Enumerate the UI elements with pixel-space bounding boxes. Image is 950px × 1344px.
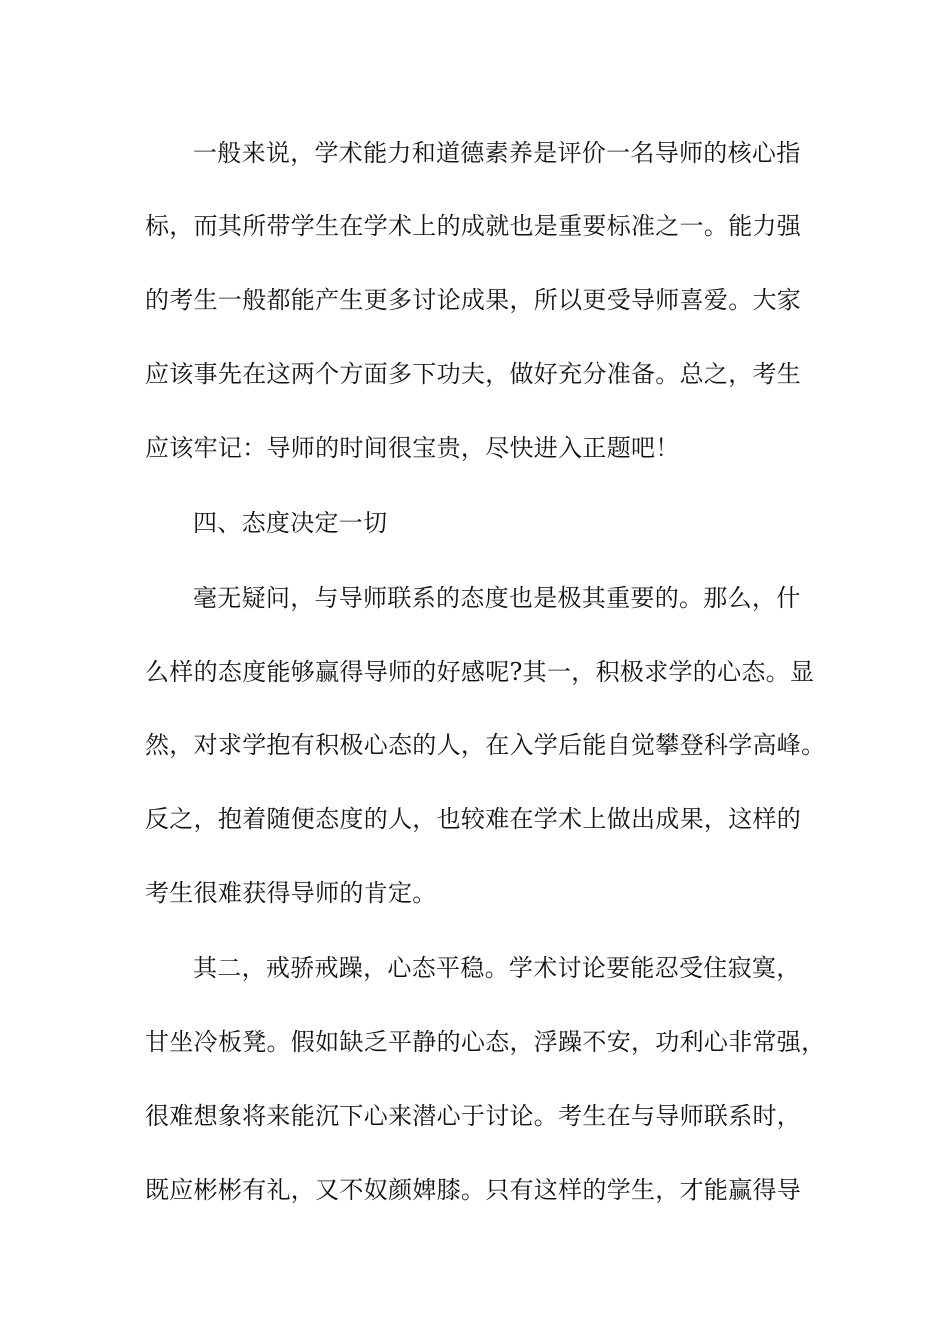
paragraph-line: 毫无疑问，与导师联系的态度也是极其重要的。那么，什 (193, 584, 801, 612)
paragraph-line: 一般来说，学术能力和道德素养是评价一名导师的核心指 (193, 139, 801, 167)
paragraph-line: 甘坐冷板凳。假如缺乏平静的心态，浮躁不安，功利心非常强， (145, 1028, 826, 1056)
paragraph-line: 么样的态度能够赢得导师的好感呢?其一，积极求学的心态。显 (145, 658, 815, 686)
paragraph-line: 其二，戒骄戒躁，心态平稳。学术讨论要能忍受住寂寞， (193, 954, 801, 982)
paragraph-line: 的考生一般都能产生更多讨论成果，所以更受导师喜爱。大家 (145, 286, 802, 314)
paragraph-line: 反之，抱着随便态度的人，也较难在学术上做出成果，这样的 (145, 805, 802, 833)
paragraph-line: 然，对求学抱有积极心态的人，在入学后能自觉攀登科学高峰。 (145, 731, 826, 759)
paragraph-line: 很难想象将来能沉下心来潜心于讨论。考生在与导师联系时， (145, 1102, 802, 1130)
paragraph-line: 应该牢记：导师的时间很宝贵，尽快进入正题吧！ (145, 434, 680, 462)
paragraph-line: 标，而其所带学生在学术上的成就也是重要标准之一。能力强 (145, 212, 802, 240)
section-heading: 四、态度决定一切 (193, 509, 388, 537)
paragraph-line: 考生很难获得导师的肯定。 (145, 879, 437, 907)
paragraph-line: 既应彬彬有礼，又不奴颜婢膝。只有这样的学生，才能赢得导 (145, 1176, 802, 1204)
paragraph-line: 应该事先在这两个方面多下功夫，做好充分准备。总之，考生 (145, 360, 802, 388)
